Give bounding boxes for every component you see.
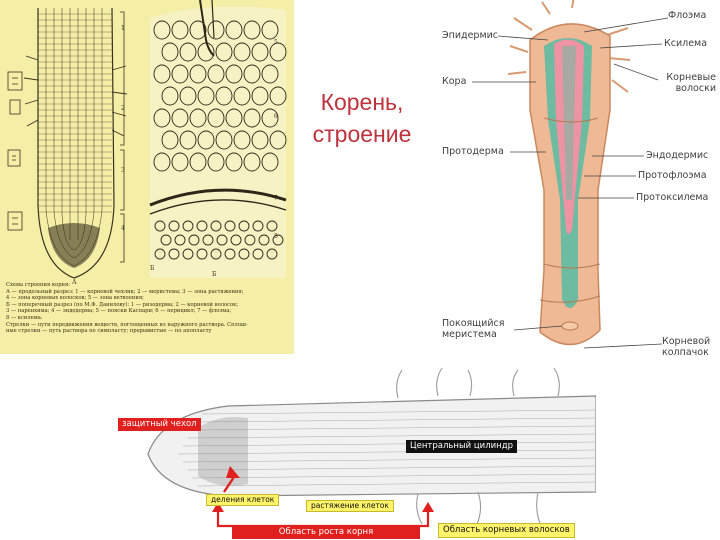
tag-root-cap: защитный чехол <box>118 418 201 431</box>
scheme-num-8: 8 <box>274 233 278 240</box>
label-quiescent-center: Покоящийся меристема <box>442 318 505 340</box>
scheme-num-3: 3 <box>121 167 125 174</box>
label-root-cap: Корневой колпачок <box>662 336 711 358</box>
longitudinal-section <box>24 8 127 278</box>
scheme-num-5: 5 <box>274 39 278 46</box>
plate-caption: Схема строения корня: А — продольный разрез: 1 — корневой чехлик; 2 — меристема; 3 — зона растяжения; 4 — зона корневых волосков; 5 — зона ветвления; Б — поперечный разрез (по М.Ф. Данилову): 1 — ризодерма; 2 — корневой волосок; 3 — паренхима; 4 — эндодерма; 5 — пояски Каспари; 6 — перицикл; 7 — флоэма; 8 — ксилема. Стрелки — пути передвижения веществ, поглощенных из наружного раствора. Сплош- ные стрелки — путь раствора по симпласту; прерывистые — по апопласту <box>6 282 248 335</box>
micrograph-drawing <box>118 366 596 540</box>
label-phloem: Флоэма <box>668 10 707 21</box>
label-cortex: Кора <box>442 76 467 87</box>
tag-cell-elongation: растяжение клеток <box>306 500 394 512</box>
label-protoxylem: Протоксилема <box>636 192 709 203</box>
scheme-num-4: 4 <box>121 225 125 232</box>
label-xylem: Ксилема <box>664 38 708 49</box>
root-micrograph <box>118 366 596 540</box>
scheme-num-2: 2 <box>121 105 125 112</box>
label-endodermis: Эндодермис <box>646 150 709 161</box>
root-tip-drawing <box>432 0 720 362</box>
scheme-num-1: 1 <box>121 25 125 32</box>
label-epidermis: Эпидермис <box>442 30 499 41</box>
label-b: Б <box>212 271 217 278</box>
label-protoderm: Протодерма <box>442 146 504 157</box>
scheme-num-6: 6 <box>274 113 278 120</box>
tag-cell-division: деления клеток <box>206 494 279 506</box>
cross-section <box>150 0 286 278</box>
scheme-num-b: Б <box>150 265 155 272</box>
cell-stage-icons <box>8 72 22 230</box>
label-a: А <box>72 279 77 286</box>
scheme-num-7: 7 <box>274 195 278 202</box>
tag-root-hair-area: Область корневых волосков <box>438 523 575 538</box>
slide-title: Корень, строение <box>312 89 412 147</box>
label-protophloem: Протофлоэма <box>638 170 707 181</box>
tag-central-cylinder: Центральный цилиндр <box>406 440 517 453</box>
growth-area-bracket <box>218 510 428 526</box>
root-tip-diagram <box>432 0 720 362</box>
tag-growth-area: Область роста корня <box>232 526 420 539</box>
textbook-plate <box>0 0 294 354</box>
label-root-hairs: Корневые волоски <box>666 72 716 94</box>
